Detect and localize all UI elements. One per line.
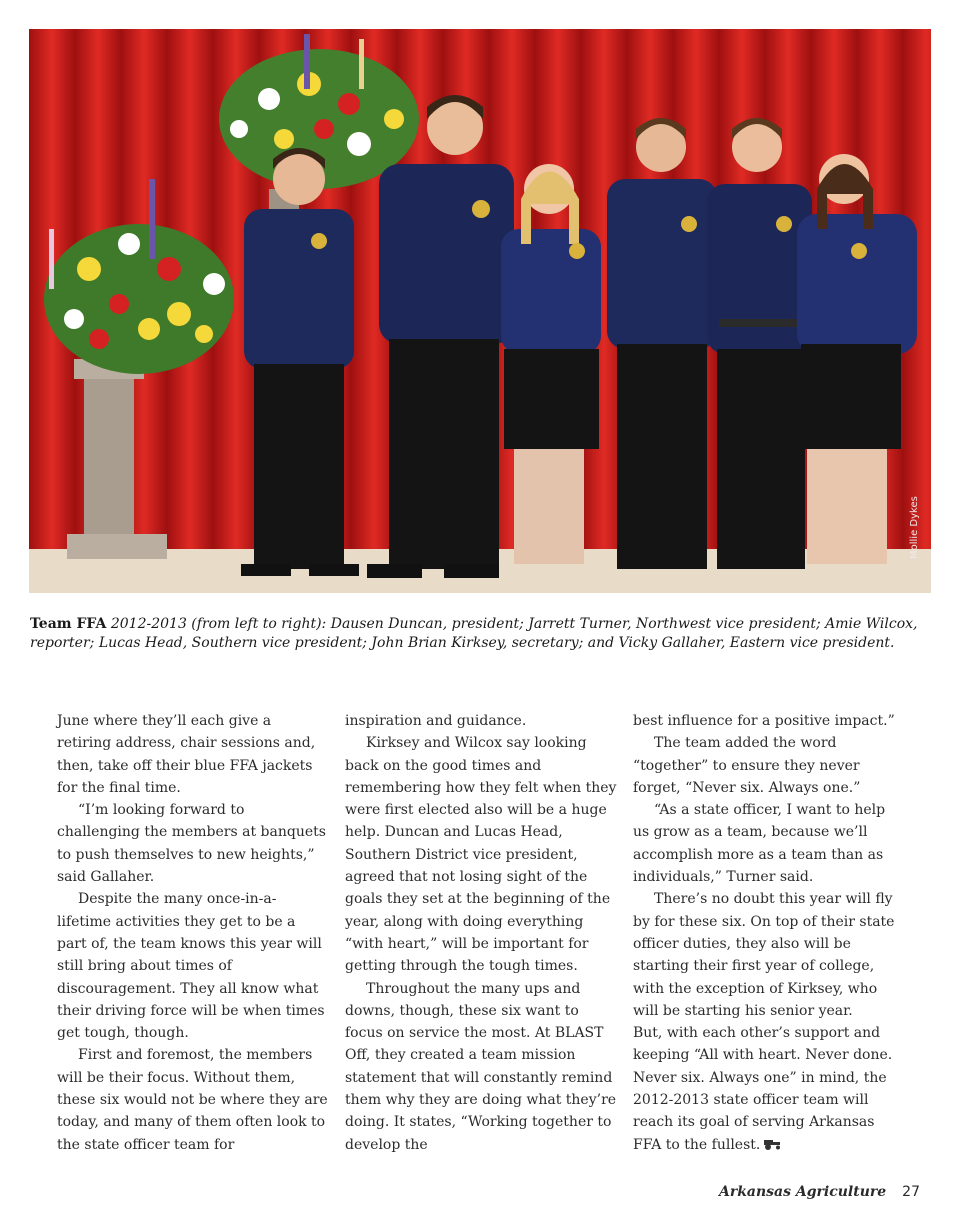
paragraph-final-text: But, with each other’s support and keeping “All with heart. Never done. Never six. Always one” in mind, the 2012-2013 state officer team will reach its goal of serving Arkansas FFA to the fullest. <box>633 1025 893 1153</box>
paragraph: Throughout the many ups and downs, though, these six want to focus on service the most. At BLAST Off, they created a team mission statement that will constantly remind them why they are doing what they’re doing. It states, “Working together to develop the <box>345 980 617 1153</box>
magazine-name: Arkansas Agriculture <box>718 1184 887 1200</box>
paragraph: The team added the word “together” to ensure they never forget, “Never six. Always one.” <box>633 735 861 796</box>
person-2 <box>367 95 514 578</box>
paragraph: There’s no doubt this year will fly by for these six. On top of their state officer duties, they also will be starting their first year of college, with the exception of Kirksey, who will be starting his senior year. <box>633 891 895 1019</box>
person-4 <box>607 118 717 569</box>
paragraph: “I’m looking forward to challenging the members at banquets to push themselves to new heights,” said Gallaher. <box>57 802 326 886</box>
article-column-3 <box>633 710 905 1156</box>
page-footer <box>719 1184 920 1200</box>
caption-text: 2012-2013 (from left to right): Dausen Duncan, president; Jarrett Turner, Northwest vice president; Amie Wilcox, reporter; Lucas Head, Southern vice president; John Brian Kirksey, secretary; and Vicky Gallaher, Eastern vice president. <box>30 616 918 651</box>
paragraph: June where they’ll each give a retiring address, chair sessions and, then, take off their blue FFA jackets for the final time. <box>57 713 316 796</box>
person-5 <box>707 118 812 569</box>
paragraph: Despite the many once-in-a-lifetime activities they get to be a part of, the team knows this year will still bring about times of discouragement. They all know what their driving force will be when times get tough, though. <box>57 891 325 1042</box>
paragraph-final <box>633 1022 905 1156</box>
paragraph: inspiration and guidance. <box>345 713 527 729</box>
photo-credit: Mollie Dykes <box>909 496 920 559</box>
article-column-1 <box>57 710 329 1156</box>
paragraph: Kirksey and Wilcox say looking back on the good times and remembering how they felt when they were first elected also will be a huge help. Duncan and Lucas Head, Southern District vice president, agreed that not losing sight of the goals they set at the beginning of the year, along with doing everything “with heart,” will be important for getting through the tough times. <box>345 735 617 975</box>
person-1 <box>241 148 359 576</box>
paragraph: best influence for a positive impact.” <box>633 713 895 729</box>
caption-lead: Team FFA <box>30 616 107 632</box>
photo-caption <box>30 615 930 653</box>
article-column-2 <box>345 710 617 1156</box>
page-number: 27 <box>902 1184 920 1200</box>
paragraph: “As a state officer, I want to help us grow as a team, because we’ll accomplish more as a team than as individuals,” Turner said. <box>633 802 886 886</box>
paragraph: First and foremost, the members will be their focus. Without them, these six would not be where they are today, and many of them often look to the state officer team for <box>57 1047 328 1153</box>
team-photo-illustration <box>29 29 931 593</box>
team-photo <box>29 29 931 593</box>
tractor-icon <box>763 1138 783 1150</box>
